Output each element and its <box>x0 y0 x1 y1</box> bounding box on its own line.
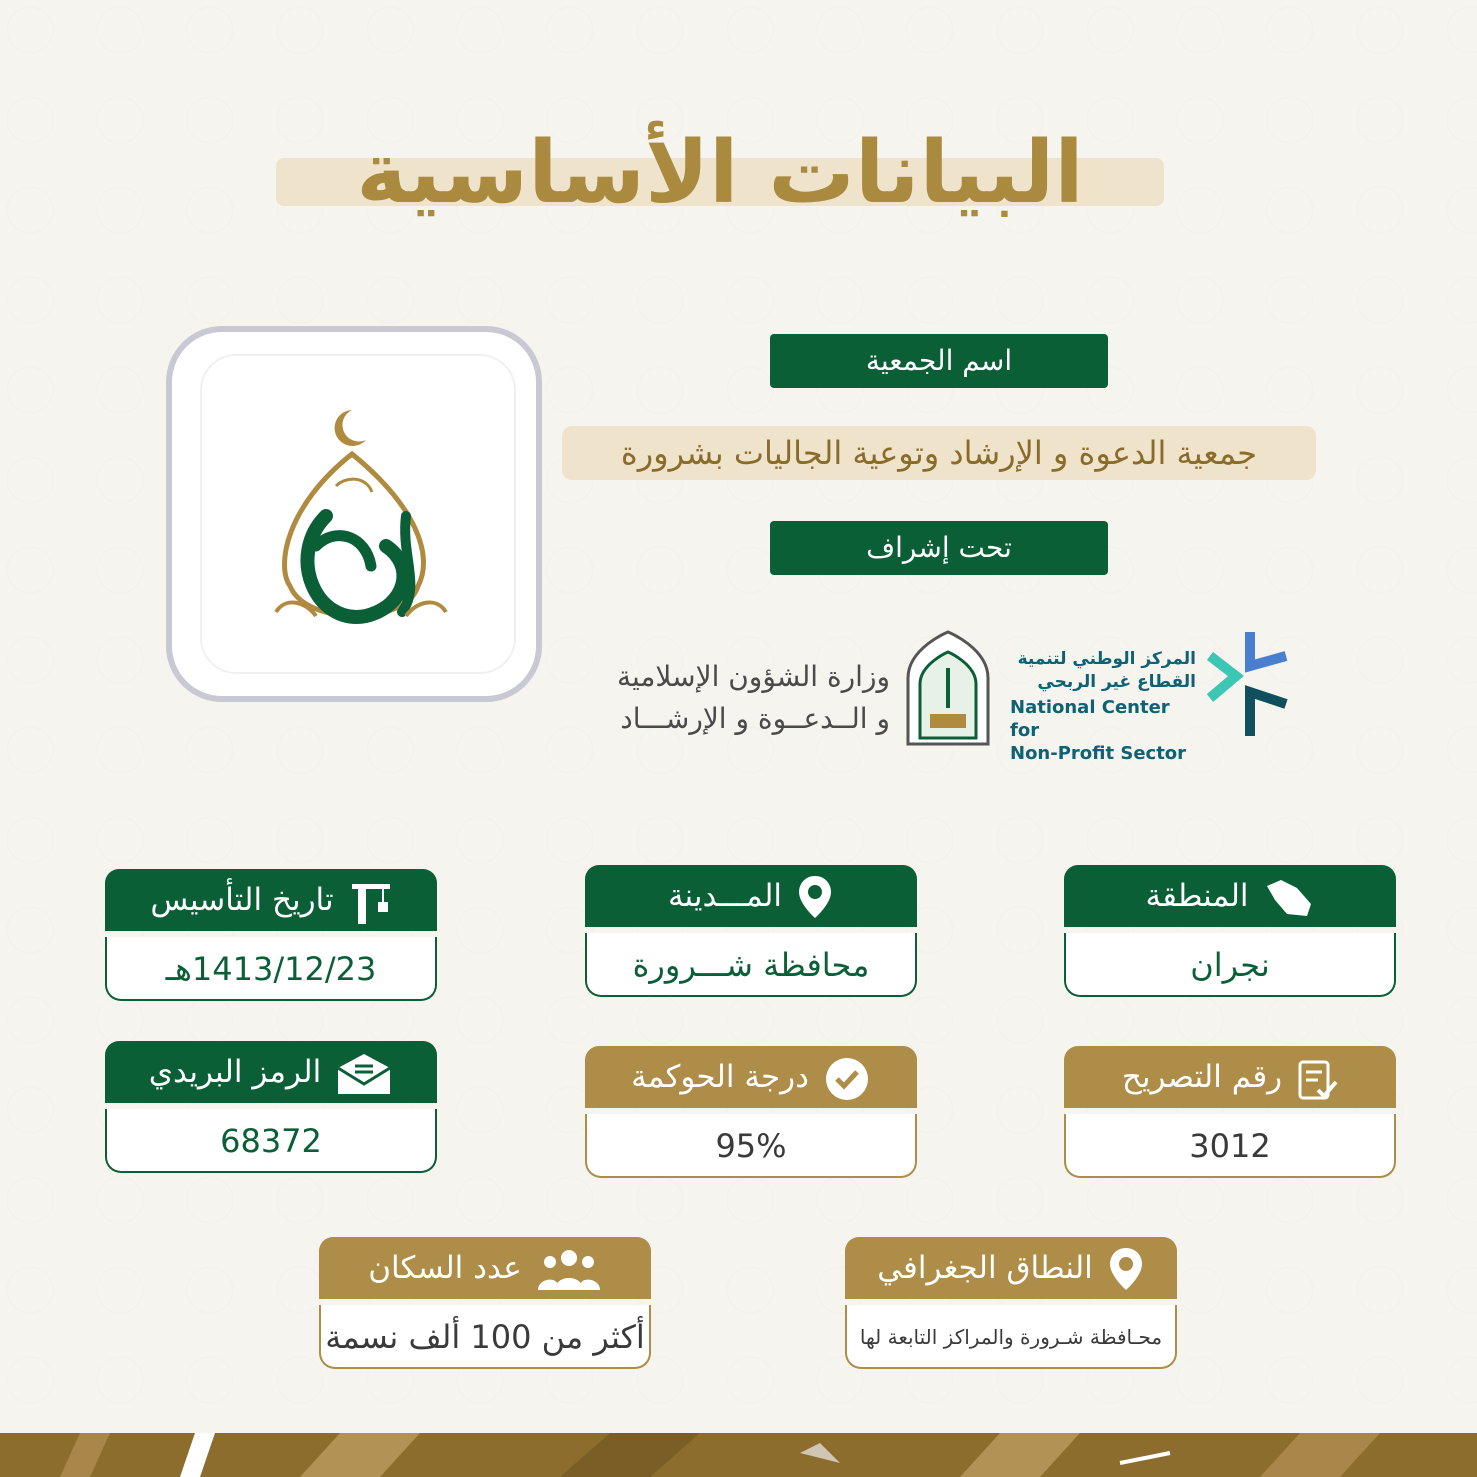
scope-header <box>845 1237 1177 1299</box>
association-logo-card <box>166 326 542 702</box>
clipboard-check-icon <box>1296 1056 1338 1102</box>
city-label: المـــدينة <box>667 878 783 914</box>
ncnp-english-name <box>1010 696 1196 765</box>
ncnp-logo-icon <box>1206 626 1290 742</box>
supervision-label: تحت إشراف <box>770 521 1108 575</box>
license-value: 3012 <box>1064 1114 1396 1178</box>
saudi-map-icon <box>1263 876 1315 920</box>
association-name-label: اسم الجمعية <box>770 334 1108 388</box>
scope-label: النطاق الجغرافي <box>877 1250 1093 1286</box>
ncnp-ar-line-2: القطاع غير الربحي <box>1037 672 1196 692</box>
ministry-emblem-icon <box>900 628 996 746</box>
crane-icon <box>348 878 392 926</box>
postal-value: 68372 <box>105 1109 437 1173</box>
location-pin-icon <box>796 874 834 922</box>
ministry-name <box>590 656 890 740</box>
association-logo-icon <box>166 326 542 702</box>
envelope-icon <box>335 1052 393 1096</box>
population-header <box>319 1237 651 1299</box>
ministry-line-2: و الــدعــوة و الإرشـــاد <box>620 702 890 735</box>
population-value: أكثر من 100 ألف نسمة <box>319 1305 651 1369</box>
page-title: البيانات الأساسية <box>356 123 1084 223</box>
founded-value: 1413/12/23هـ <box>105 937 437 1001</box>
city-header <box>585 865 917 927</box>
people-icon <box>536 1248 602 1292</box>
scope-value: محـافظة شـرورة والمراكز التابعة لها <box>845 1305 1177 1369</box>
ncnp-en-line-2: Non-Profit Sector <box>1010 743 1187 764</box>
region-label: المنطقة <box>1145 878 1249 914</box>
governance-header <box>585 1046 917 1108</box>
region-value: نجران <box>1064 933 1396 997</box>
license-header <box>1064 1046 1396 1108</box>
postal-label: الرمز البريدي <box>148 1054 322 1090</box>
location-pin-icon <box>1107 1246 1145 1294</box>
population-label: عدد السكان <box>368 1250 522 1286</box>
city-value: محافظة شـــرورة <box>585 933 917 997</box>
ncnp-ar-line-1: المركز الوطني لتنمية <box>1017 649 1196 669</box>
bottom-decorative-band <box>0 1433 1477 1477</box>
governance-label: درجة الحوكمة <box>631 1059 809 1095</box>
license-label: رقم التصريح <box>1121 1059 1283 1095</box>
founded-label: تاريخ التأسيس <box>150 882 334 918</box>
association-name: جمعية الدعوة و الإرشاد وتوعية الجاليات بشرورة <box>562 426 1316 480</box>
region-header <box>1064 865 1396 927</box>
ncnp-arabic-name <box>1000 648 1196 694</box>
postal-header <box>105 1041 437 1103</box>
governance-value: 95% <box>585 1114 917 1178</box>
founded-header <box>105 869 437 931</box>
bottom-pattern-icon <box>0 1433 1477 1477</box>
ministry-line-1: وزارة الشؤون الإسلامية <box>616 660 890 693</box>
verified-badge-icon <box>823 1055 871 1103</box>
ncnp-en-line-1: National Center for <box>1010 697 1170 741</box>
